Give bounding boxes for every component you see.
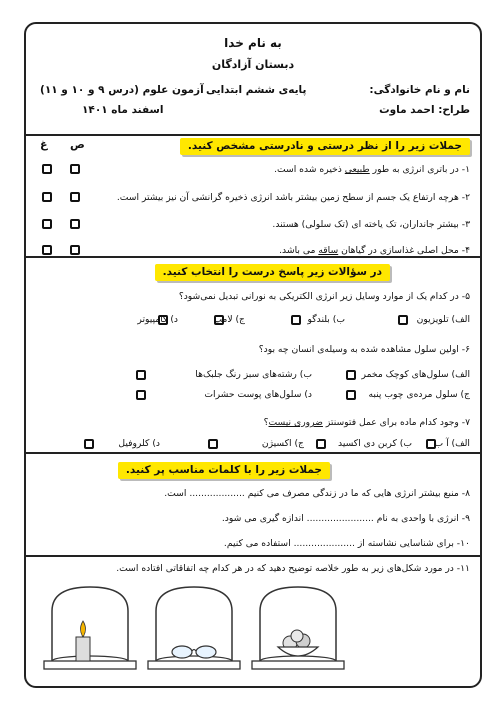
true-column-header: ص bbox=[70, 138, 85, 151]
q6-option-c: ج) سلول مرده‌ی چوب پنبه bbox=[368, 389, 470, 400]
section-multiple-choice bbox=[26, 258, 480, 454]
question-7: ۷- وجود کدام ماده برای عمل فتوسنتز ضروری نیست؟ bbox=[263, 417, 470, 428]
q6-option-a: الف) سلول‌های کوچک مخمر bbox=[361, 369, 470, 380]
question-6: ۶- اولین سلول مشاهده شده به وسیله‌ی انسان چه بود؟ bbox=[258, 344, 470, 355]
false-checkbox[interactable] bbox=[42, 219, 52, 229]
jar-fruit-illustration bbox=[248, 581, 348, 671]
exam-date: اسفند ماه ۱۴۰۱ bbox=[82, 104, 164, 116]
q5-option-a: الف) تلویزیون bbox=[416, 314, 470, 325]
true-checkbox[interactable] bbox=[70, 245, 80, 255]
q7-option-b-checkbox[interactable] bbox=[316, 439, 326, 449]
q6-option-c-checkbox[interactable] bbox=[346, 390, 356, 400]
q5-option-b-checkbox[interactable] bbox=[291, 315, 301, 325]
true-checkbox[interactable] bbox=[70, 164, 80, 174]
jar-candle-illustration bbox=[40, 581, 140, 671]
section-title: جملات زیر را با کلمات مناسب پر کنید. bbox=[118, 462, 330, 479]
section-true-false bbox=[26, 134, 480, 258]
q6-option-a-checkbox[interactable] bbox=[346, 370, 356, 380]
bismillah-title: به نام خدا bbox=[224, 36, 282, 50]
false-column-header: غ bbox=[40, 138, 48, 151]
true-checkbox[interactable] bbox=[70, 219, 80, 229]
q5-option-c-checkbox[interactable] bbox=[214, 315, 224, 325]
q6-option-d: د) سلول‌های پوست حشرات bbox=[204, 389, 312, 400]
question-8: ۸- منبع بیشتر انرژی هایی که ما در زندگی مصرف می کنیم ................... است. bbox=[164, 488, 470, 499]
false-checkbox[interactable] bbox=[42, 245, 52, 255]
q6-option-b-checkbox[interactable] bbox=[136, 370, 146, 380]
question-2: ۲- هرچه ارتفاع یک جسم از سطح زمین بیشتر باشد انرژی ذخیره گرانشی آن نیز بیشتر است. bbox=[116, 192, 470, 203]
question-4: ۴- محل اصلی غذاسازی در گیاهان ساقه می باشد. bbox=[279, 245, 470, 256]
exam-title: آزمون علوم (درس ۹ و ۱۰ و ۱۱) bbox=[40, 84, 204, 96]
q5-option-b: ب) بلندگو bbox=[307, 314, 345, 325]
grade-label: پایه‌ی ششم ابتدایی bbox=[206, 84, 307, 96]
q7-option-d: د) کلروفیل bbox=[118, 438, 160, 449]
section-fill-blank bbox=[26, 454, 480, 557]
q7-option-b: ب) کربن دی اکسید bbox=[338, 438, 412, 449]
q5-option-d-checkbox[interactable] bbox=[158, 315, 168, 325]
section-pictures bbox=[26, 557, 480, 688]
q7-option-a: الف) آ ب bbox=[434, 438, 470, 449]
section-title: جملات زیر را از نظر درستی و نادرستی مشخص کنید. bbox=[180, 138, 470, 155]
question-9: ۹- انرژی با واحدی به نام ....................... اندازه گیری می شود. bbox=[221, 513, 470, 524]
jar-glasses-illustration bbox=[144, 581, 244, 671]
designer-label: طراح: احمد ماوت bbox=[379, 104, 470, 116]
q7-option-c: ج) اکسیژن bbox=[261, 438, 304, 449]
false-checkbox[interactable] bbox=[42, 192, 52, 202]
q5-option-c: ج) لامپ bbox=[213, 314, 245, 325]
q6-option-b: ب) رشته‌های سبز رنگ جلبک‌ها bbox=[195, 369, 312, 380]
q6-option-d-checkbox[interactable] bbox=[136, 390, 146, 400]
exam-sheet bbox=[24, 22, 482, 688]
q7-option-a-checkbox[interactable] bbox=[426, 439, 436, 449]
exam-header bbox=[26, 24, 480, 136]
q7-option-d-checkbox[interactable] bbox=[84, 439, 94, 449]
question-5: ۵- در کدام یک از موارد وسایل زیر انرژی الکتریکی به نورانی تبدیل نمی‌شود؟ bbox=[178, 291, 470, 302]
name-label: نام و نام خانوادگی: bbox=[369, 84, 470, 96]
true-checkbox[interactable] bbox=[70, 192, 80, 202]
q5-option-a-checkbox[interactable] bbox=[398, 315, 408, 325]
school-name: دبستان آزادگان bbox=[211, 58, 295, 71]
q5-option-d: د) کامپیوتر bbox=[137, 314, 178, 325]
q7-option-c-checkbox[interactable] bbox=[208, 439, 218, 449]
question-11: ۱۱- در مورد شکل‌های زیر به طور خلاصه توضیح دهید که در هر کدام چه اتفاقاتی افتاده است. bbox=[116, 563, 470, 574]
question-1: ۱- در باتری انرژی به طور طبیعی ذخیره شده است. bbox=[274, 164, 470, 175]
question-10: ۱۰- برای شناسایی نشاسته از ..................... استفاده می کنیم. bbox=[223, 538, 470, 549]
question-3: ۳- بیشتر جانداران، تک یاخته ای (تک سلولی) هستند. bbox=[272, 219, 470, 230]
section-title: در سؤالات زیر پاسخ درست را انتخاب کنید. bbox=[155, 264, 390, 281]
false-checkbox[interactable] bbox=[42, 164, 52, 174]
